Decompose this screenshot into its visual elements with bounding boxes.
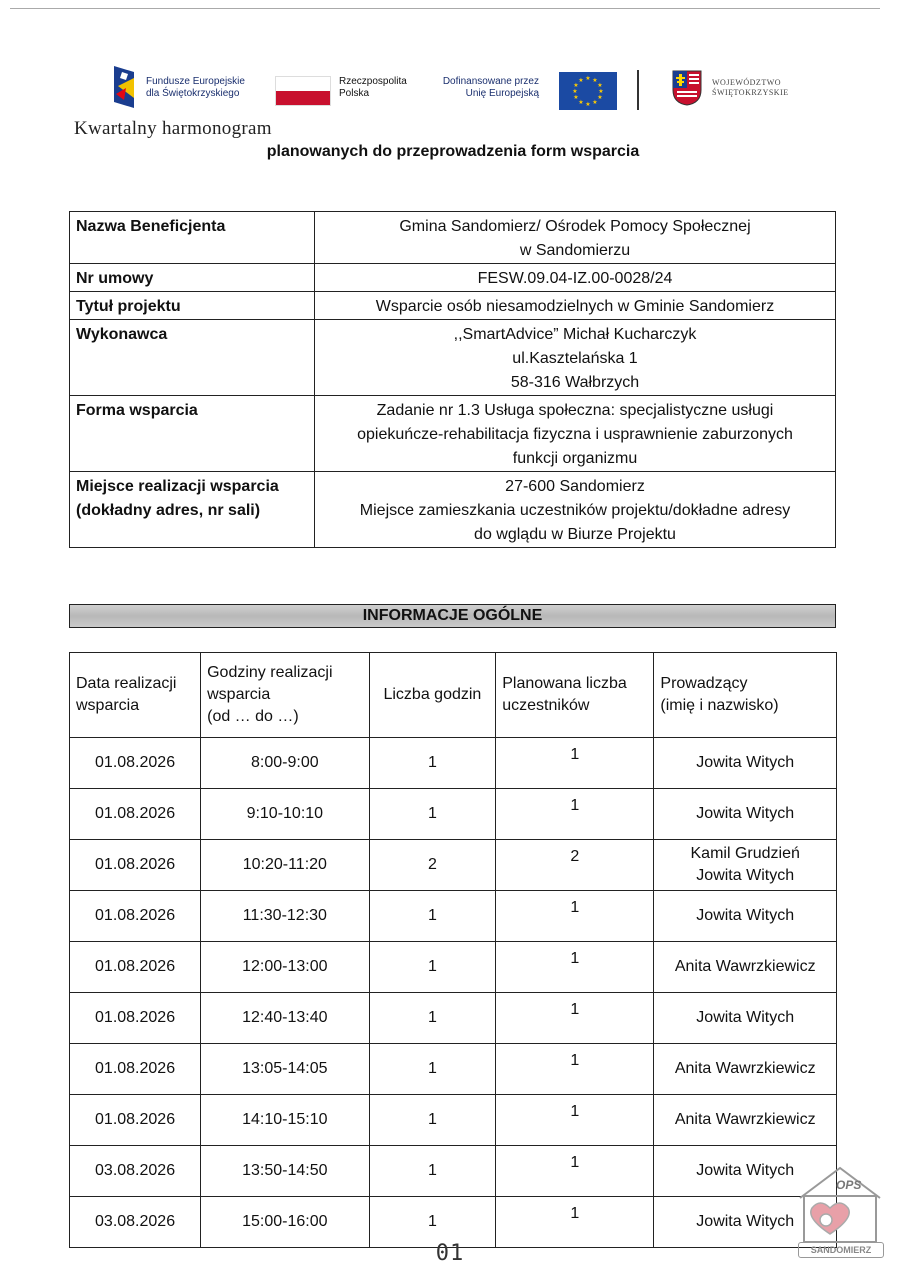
info-row xyxy=(70,264,836,292)
hours-cell: 10:20-11:20 xyxy=(201,840,369,891)
info-row xyxy=(70,292,836,320)
table-row xyxy=(70,993,837,1044)
svg-text:★: ★ xyxy=(585,101,591,108)
participants-cell: 1 xyxy=(496,1197,654,1248)
table-row xyxy=(70,1044,837,1095)
svg-text:★: ★ xyxy=(578,99,584,106)
hours-cell: 9:10-10:10 xyxy=(201,789,369,840)
schedule-header-row xyxy=(70,653,837,738)
table-row xyxy=(70,738,837,789)
date-cell: 01.08.2026 xyxy=(70,789,201,840)
column-header: Liczba godzin xyxy=(369,653,496,738)
crest-icon xyxy=(672,70,702,106)
page-number: 01 xyxy=(435,1241,465,1266)
svg-text:★: ★ xyxy=(573,82,579,89)
hours-cell: 8:00-9:00 xyxy=(201,738,369,789)
stamp-top-text: OPS xyxy=(836,1178,862,1192)
fe-emblem-icon xyxy=(112,64,140,110)
instructor-cell: Anita Wawrzkiewicz xyxy=(654,1095,837,1146)
section-heading: INFORMACJE OGÓLNE xyxy=(69,604,836,628)
hours-count-cell: 2 xyxy=(369,840,496,891)
info-value: Wsparcie osób niesamodzielnych w Gminie Sandomierz xyxy=(315,292,836,320)
instructor-cell: Anita Wawrzkiewicz xyxy=(654,942,837,993)
info-label: Forma wsparcia xyxy=(70,396,315,472)
info-label: Nr umowy xyxy=(70,264,315,292)
info-value: 27-600 Sandomierz Miejsce zamieszkania uczestników projektu/dokładne adresy do wglądu w Biurze Projektu xyxy=(315,472,836,548)
column-header: Data realizacji wsparcia xyxy=(70,653,201,738)
participants-cell: 1 xyxy=(496,1044,654,1095)
info-value: ,,SmartAdvice” Michał Kucharczyk ul.Kasztelańska 1 58-316 Wałbrzych xyxy=(315,320,836,396)
participants-cell: 1 xyxy=(496,1095,654,1146)
instructor-cell: Jowita Witych xyxy=(654,891,837,942)
svg-text:★: ★ xyxy=(597,94,603,101)
eu-flag-icon xyxy=(559,72,617,110)
table-row xyxy=(70,1146,837,1197)
svg-text:★: ★ xyxy=(578,77,584,84)
hours-cell: 13:50-14:50 xyxy=(201,1146,369,1197)
hours-cell: 15:00-16:00 xyxy=(201,1197,369,1248)
date-cell: 01.08.2026 xyxy=(70,840,201,891)
scan-top-border xyxy=(10,8,880,9)
info-row xyxy=(70,472,836,548)
date-cell: 03.08.2026 xyxy=(70,1146,201,1197)
svg-text:★: ★ xyxy=(572,88,578,95)
instructor-cell: Kamil Grudzień Jowita Witych xyxy=(654,840,837,891)
ops-stamp xyxy=(792,1164,888,1260)
hours-cell: 14:10-15:10 xyxy=(201,1095,369,1146)
hours-count-cell: 1 xyxy=(369,891,496,942)
eu-logo-text: Dofinansowane przez Unię Europejską xyxy=(442,76,539,99)
hours-cell: 11:30-12:30 xyxy=(201,891,369,942)
info-value: Gmina Sandomierz/ Ośrodek Pomocy Społecznej w Sandomierzu xyxy=(315,212,836,264)
hours-count-cell: 1 xyxy=(369,942,496,993)
info-row xyxy=(70,212,836,264)
column-header: Prowadzący (imię i nazwisko) xyxy=(654,653,837,738)
instructor-cell: Jowita Witych xyxy=(654,1146,837,1197)
document-subtitle xyxy=(0,143,900,161)
wojewodztwo-logo xyxy=(672,70,802,112)
info-label: Miejsce realizacji wsparcia (dokładny adres, nr sali) xyxy=(70,472,315,548)
date-cell: 01.08.2026 xyxy=(70,942,201,993)
info-value: Zadanie nr 1.3 Usługa społeczna: specjalistyczne usługi opiekuńcze-rehabilitacja fizyczna i usprawnienie zaburzonych funkcji organizmu xyxy=(315,396,836,472)
fe-logo-text: Fundusze Europejskie dla Świętokrzyskiego xyxy=(146,76,245,99)
svg-text:★: ★ xyxy=(597,82,603,89)
document-title: Kwartalny harmonogram xyxy=(74,118,272,139)
date-cell: 01.08.2026 xyxy=(70,1095,201,1146)
hours-count-cell: 1 xyxy=(369,993,496,1044)
date-cell: 01.08.2026 xyxy=(70,891,201,942)
table-row xyxy=(70,891,837,942)
rp-logo-text: Rzeczpospolita Polska xyxy=(339,76,407,99)
document-subtitle-text: planowanych do przeprowadzenia form wsparcia xyxy=(266,143,640,160)
participants-cell: 2 xyxy=(496,840,654,891)
table-row xyxy=(70,1095,837,1146)
participants-cell: 1 xyxy=(496,1146,654,1197)
hours-cell: 12:00-13:00 xyxy=(201,942,369,993)
logo-strip xyxy=(112,62,792,112)
info-label: Nazwa Beneficjenta xyxy=(70,212,315,264)
fundusze-europejskie-logo xyxy=(112,62,272,112)
svg-text:★: ★ xyxy=(585,75,591,82)
instructor-cell: Anita Wawrzkiewicz xyxy=(654,1044,837,1095)
svg-text:★: ★ xyxy=(592,77,598,84)
date-cell: 01.08.2026 xyxy=(70,993,201,1044)
date-cell: 01.08.2026 xyxy=(70,1044,201,1095)
info-row xyxy=(70,320,836,396)
participants-cell: 1 xyxy=(496,789,654,840)
beneficiary-info-table xyxy=(69,211,836,548)
info-label: Wykonawca xyxy=(70,320,315,396)
house-heart-icon xyxy=(792,1164,888,1244)
instructor-cell: Jowita Witych xyxy=(654,738,837,789)
hours-cell: 12:40-13:40 xyxy=(201,993,369,1044)
stamp-city-text: SANDOMIERZ xyxy=(798,1242,884,1258)
hours-cell: 13:05-14:05 xyxy=(201,1044,369,1095)
date-cell: 03.08.2026 xyxy=(70,1197,201,1248)
instructor-cell: Jowita Witych xyxy=(654,993,837,1044)
info-value: FESW.09.04-IZ.00-0028/24 xyxy=(315,264,836,292)
participants-cell: 1 xyxy=(496,993,654,1044)
column-header: Planowana liczba uczestników xyxy=(496,653,654,738)
polish-flag-icon xyxy=(275,76,331,106)
hours-count-cell: 1 xyxy=(369,738,496,789)
table-row xyxy=(70,789,837,840)
table-row xyxy=(70,942,837,993)
table-row xyxy=(70,840,837,891)
schedule-table xyxy=(69,652,837,1248)
svg-text:★: ★ xyxy=(573,94,579,101)
hours-count-cell: 1 xyxy=(369,1197,496,1248)
hours-count-cell: 1 xyxy=(369,1044,496,1095)
instructor-cell: Jowita Witych xyxy=(654,1197,837,1248)
hours-count-cell: 1 xyxy=(369,789,496,840)
instructor-cell: Jowita Witych xyxy=(654,789,837,840)
logo-divider xyxy=(637,70,639,110)
participants-cell: 1 xyxy=(496,891,654,942)
date-cell: 01.08.2026 xyxy=(70,738,201,789)
info-label: Tytuł projektu xyxy=(70,292,315,320)
hours-count-cell: 1 xyxy=(369,1146,496,1197)
table-row xyxy=(70,1197,837,1248)
svg-text:★: ★ xyxy=(592,99,598,106)
column-header: Godziny realizacji wsparcia (od … do …) xyxy=(201,653,369,738)
participants-cell: 1 xyxy=(496,738,654,789)
ws-logo-text: WOJEWÓDZTWO ŚWIĘTOKRZYSKIE xyxy=(712,78,789,97)
info-row xyxy=(70,396,836,472)
participants-cell: 1 xyxy=(496,942,654,993)
svg-text:★: ★ xyxy=(598,88,604,95)
rzeczpospolita-logo xyxy=(275,62,425,112)
eu-logo xyxy=(434,62,609,112)
hours-count-cell: 1 xyxy=(369,1095,496,1146)
